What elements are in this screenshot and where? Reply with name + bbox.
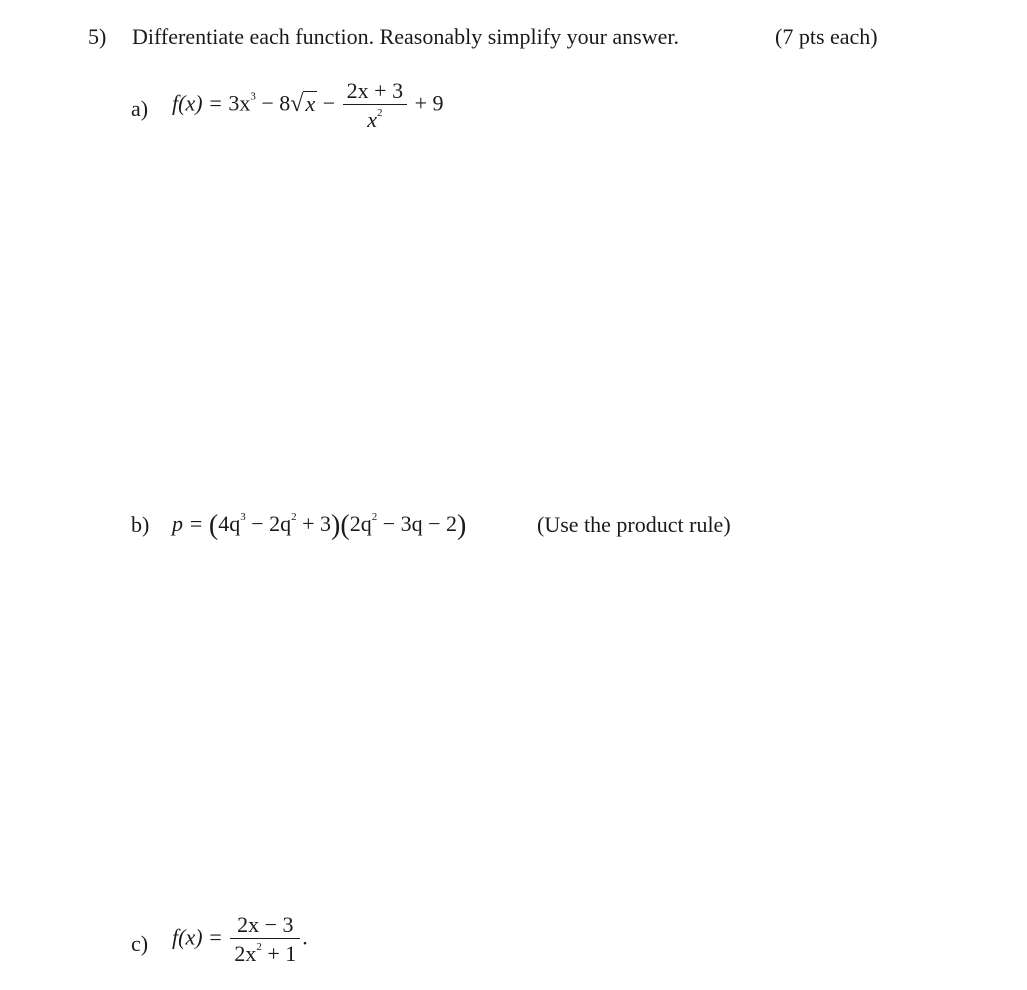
part-b-f2-b: − 3q − 2: [382, 511, 458, 536]
part-b-note: (Use the product rule): [537, 512, 731, 537]
part-b-expression: $p = (4q^3 - 2q^2 + 3)(2q^2 - 3q - 2)$: [172, 510, 467, 541]
points-label: (7 pts each): [775, 24, 878, 49]
part-b-lhs: p =: [172, 511, 204, 536]
question-instruction: Differentiate each function. Reasonably simplify your answer.: [132, 24, 679, 49]
question-number: 5): [88, 24, 107, 49]
part-b-f1-a-exp: 3: [240, 511, 246, 523]
part-c-trailing-period: .: [302, 924, 308, 950]
part-a-fraction: [343, 80, 407, 131]
part-b-f1-b: − 2q: [251, 511, 292, 536]
part-c-den-a: 2x: [234, 941, 257, 966]
part-a-term2-coef: − 8: [261, 90, 291, 116]
part-a-term1-exp: 3: [250, 90, 256, 103]
part-b-f1-b-exp: 2: [291, 511, 297, 523]
part-a-radicand: x: [305, 90, 316, 116]
part-a-term1: 3x: [228, 90, 251, 116]
part-b-f1-c: + 3: [302, 511, 332, 536]
part-a-label: a): [131, 96, 149, 121]
part-b-f1-a: 4q: [218, 511, 241, 536]
part-c-lhs: f(x) =: [172, 924, 223, 950]
part-c-frac-numerator: 2x − 3: [237, 912, 294, 937]
part-a-term4: + 9: [414, 90, 444, 116]
part-a-expression: $f(x) = 3x^3 - 8√x$ − $\frac{2x + 3}{x^2}$ + 9: [172, 78, 444, 132]
part-a-lhs: f(x) =: [172, 90, 223, 116]
part-a-frac-denominator: x: [367, 107, 377, 132]
part-b-f2-a: 2q: [349, 511, 372, 536]
part-c-expression: [172, 914, 308, 965]
part-b-f2-a-exp: 2: [371, 511, 378, 523]
part-b-label: b): [131, 512, 150, 537]
part-a-frac-numerator: 2x + 3: [346, 78, 404, 103]
sqrt-symbol: √x: [290, 90, 316, 117]
part-c-fraction: [230, 914, 300, 965]
part-a-frac-den-exp: 2: [377, 107, 383, 119]
part-c-den-exp: 2: [256, 941, 262, 953]
part-c-den-b: + 1: [267, 941, 297, 966]
part-c-label: c): [131, 931, 149, 956]
